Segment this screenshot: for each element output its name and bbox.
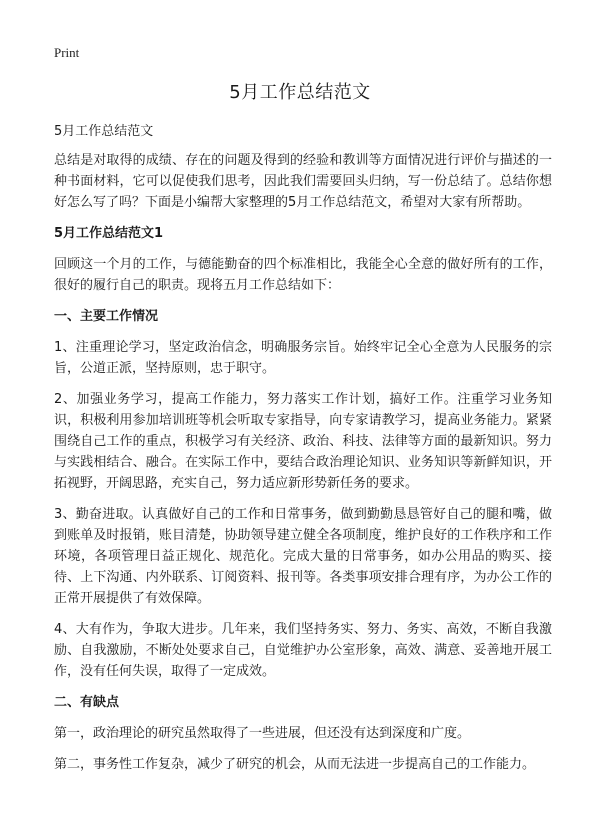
work-item-4: 4、大有作为，争取大进步。几年来，我们坚持务实、努力、务实、高效，不断自我激励、自我激励，不断处处要求自己，自觉维护办公室形象，高效、满意、妥善地开展工作，没有任何失误，取得了一定成效。 <box>54 622 552 679</box>
section-heading-sample-1: 5月工作总结范文1 <box>54 226 164 241</box>
work-item-2: 2、加强业务学习，提高工作能力，努力落实工作计划，搞好工作。注重学习业务知识，积极利用参加培训班等机会听取专家指导，向专家请教学习，提高业务能力。紧紧围绕自己工作的重点，积极学习有关经济、政治、科技、法律等方面的最新知识。努力与实践相结合、融合。在实际工作中，要结合政治理论知识、业务知识等新鲜知识，开拓视野，开阔思路，充实自己，努力适应新形势新任务的要求。 <box>54 392 552 491</box>
work-item-3: 3、勤奋进取。认真做好自己的工作和日常事务，做到勤勤恳恳管好自己的腿和嘴，做到账单及时报销，账目清楚，协助领导建立健全各项制度，维护良好的工作秩序和工作环境，各项管理日益正规化、规范化。完成大量的日常事务，如办公用品的购买、接待、上下沟通、内外联系、订阅资料、报刊等。各类事项安排合理有序，为办公工作的正常开展提供了有效保障。 <box>54 507 552 606</box>
article-subtitle: 5月工作总结范文 <box>54 124 154 139</box>
section-heading-main-work: 一、主要工作情况 <box>54 309 159 324</box>
review-paragraph: 回顾这一个月的工作，与德能勤奋的四个标准相比，我能全心全意的做好所有的工作，很好的履行自己的职责。现将五月工作总结如下： <box>54 257 552 293</box>
page-title: 5月工作总结范文 <box>229 82 371 103</box>
print-link[interactable]: Print <box>54 45 80 60</box>
defect-item-1: 第一，政治理论的研究虽然取得了一些进展，但还没有达到深度和广度。 <box>54 726 471 741</box>
defect-item-2: 第二，事务性工作复杂，减少了研究的机会，从而无法进一步提高自己的工作能力。 <box>54 757 536 772</box>
article-body <box>54 121 552 785</box>
intro-paragraph: 总结是对取得的成绩、存在的问题及得到的经验和教训等方面情况进行评价与描述的一种书面材料，它可以促使我们思考，因此我们需要回头归纳，写一份总结了。总结你想好怎么写了吗？下面是小编帮大家整理的5月工作总结范文，希望对大家有所帮助。 <box>54 153 552 210</box>
work-item-1: 1、注重理论学习，坚定政治信念，明确服务宗旨。始终牢记全心全意为人民服务的宗旨，公道正派，坚持原则，忠于职守。 <box>54 340 552 376</box>
section-heading-defects: 二、有缺点 <box>54 695 120 710</box>
